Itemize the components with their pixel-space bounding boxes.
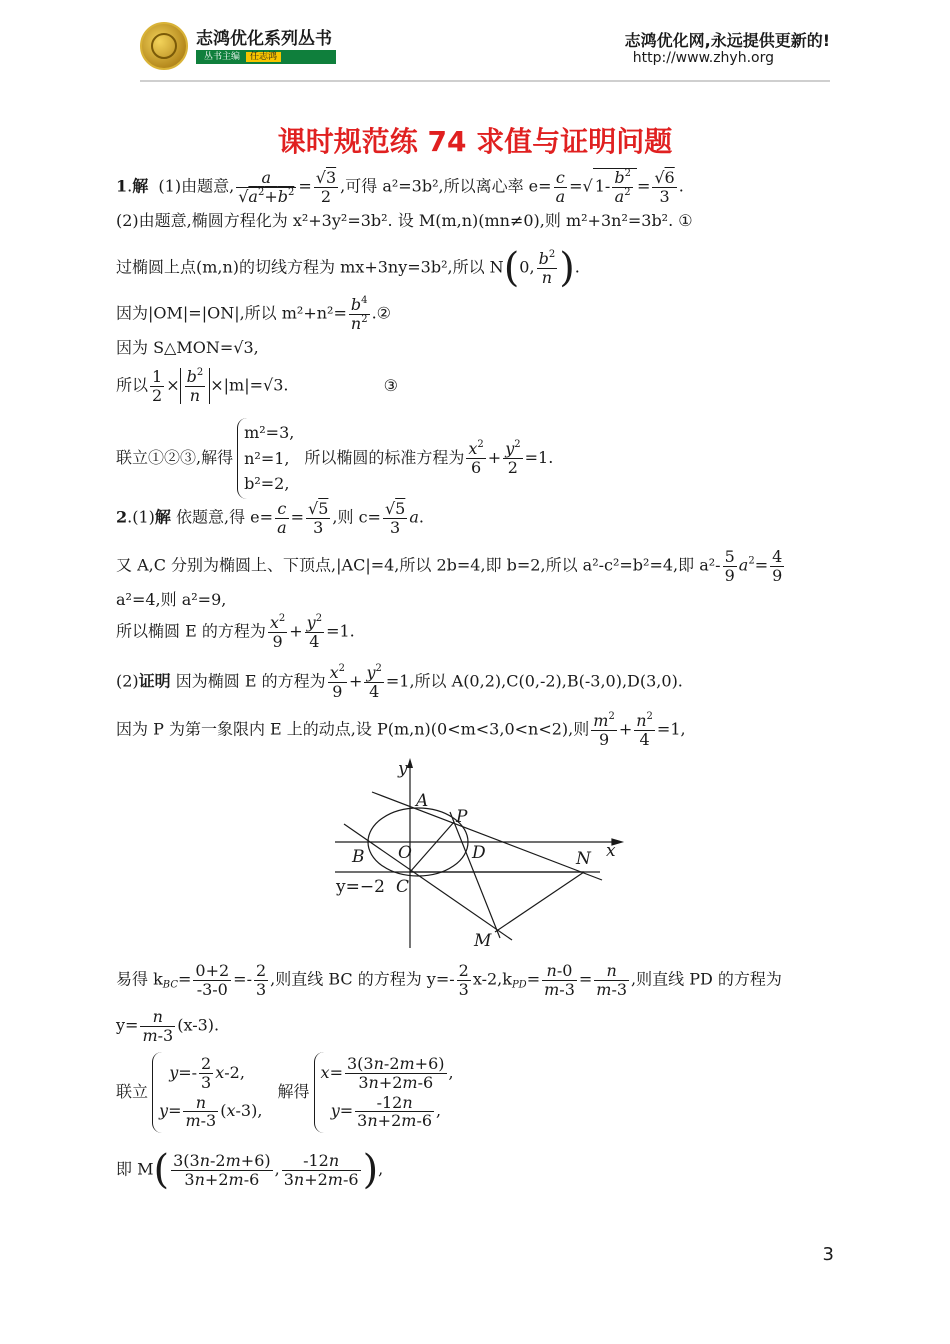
page-header [140, 18, 830, 78]
label-n: N [576, 849, 591, 869]
p2-line6: 因为 P 为第一象限内 E 上的动点,设 P(m,n)(0<m<3,0<n<2),则 $\frac{m^2}{9}$ + $\frac{n^2}{4}$ =1, [116, 711, 686, 749]
slogan: 志鸿优化网,永远提供更新的! [624, 31, 830, 50]
page-number: 3 [822, 1244, 834, 1265]
p2-line8: y= $\frac{n}{m-3}$ (x-3). [116, 1007, 220, 1045]
label-y: y [398, 759, 408, 779]
label-m: M [474, 931, 492, 951]
p1-line2: (2)由题意,椭圆方程化为 x²+3y²=3b². 设 M(m,n)(mn≠0),则 m²+3n²=3b². ① [116, 211, 693, 230]
line-mn [495, 872, 584, 932]
label-o: O [398, 843, 412, 863]
p1-line1: 1.解 (1)由题意, $\frac{a}{√a^2+b^2}$ = $\frac{√3}{2}$ ,可得 a²=3b²,所以离心率 e= $\frac{c}{a}$ =√ 1- $\frac{b^2}{a^2}$ = $\frac{√6}{3}$ . [116, 168, 684, 206]
label-line: y=−2 [336, 877, 385, 897]
p2-line7: 易得 $k_{BC}=$ $\frac{0+2}{-3-0}$ =- $\frac{2}{3}$ ,则直线 BC 的方程为 y=- $\frac{2}{3}$ $x-2,k_{PD}=$ $\frac{n-0}{m-3}$ = $\frac{n}{m-3}$ ,则直线 PD 的方程为 [116, 961, 782, 999]
editor-strip: 丛书主编 任志鸿 [196, 50, 336, 64]
label-x: x [606, 841, 616, 861]
label-p: P [456, 807, 468, 827]
p2-line1: 2.(1)解 依题意,得 e= $\frac{c}{a}$ = $\frac{√5}{3}$ ,则 c= $\frac{√5}{3}$ a. [116, 499, 424, 537]
line-op [410, 822, 454, 872]
label-c: C [396, 877, 410, 897]
system-2: y=- $\frac{2}{3}$ x-2, y= $\frac{n}{m-3}$ (x-3), [152, 1052, 268, 1133]
p2-line3: a²=4,则 a²=9, [116, 590, 227, 609]
site-url[interactable]: http://www.zhyh.org [632, 50, 774, 66]
p2-line10: 即 M( $\frac{3(3n-2m+6)}{3n+2m-6}$ , $\frac{-12n}{3n+2m-6}$ ), [116, 1147, 384, 1193]
ellipse-figure [330, 752, 630, 952]
p1-line4: 因为|OM|=|ON|,所以 m²+n²= $\frac{b^4}{n^2}$ .② [116, 295, 392, 333]
p2-line2: 又 A,C 分别为椭圆上、下顶点,|AC|=4,所以 2b=4,即 b=2,所以 a²-c²=b²=4,即 a²- $\frac{5}{9}$ $a^2=$ $\frac{4}{9}$ [116, 547, 783, 585]
label-a: A [416, 791, 429, 811]
page-title: 课时规范练 74 求值与证明问题 [277, 125, 673, 158]
header-divider [140, 80, 830, 82]
p1-line6: 所以 $\frac{1}{2}$ × $\frac{b^2}{n}$ ×|m|=√3. ③ [116, 367, 398, 405]
brand-name: 志鸿优化系列丛书 [196, 29, 332, 49]
logo-icon [140, 22, 188, 70]
p2-line9: 联立 y=- $\frac{2}{3}$ x-2, y= $\frac{n}{m-3}$ (x-3), 解得x= $\frac{3(3n-2m+6)}{3n+2m-6}$ , y= $\frac{-12n}{3n+2m-6}$ , [116, 1052, 464, 1133]
label-b: B [352, 847, 365, 867]
p2-line4: 所以椭圆 E 的方程为 $\frac{x^2}{9}$ + $\frac{y^2}{4}$ =1. [116, 613, 355, 651]
p1-line3: 过椭圆上点(m,n)的切线方程为 mx+3ny=3b²,所以 N(0, $\frac{b^2}{n}$ ). [116, 245, 580, 291]
system-1: m²=3, n²=1, b²=2, [237, 418, 300, 499]
p2-line5: (2)证明 因为椭圆 E 的方程为 $\frac{x^2}{9}$ + $\frac{y^2}{4}$ =1,所以 A(0,2),C(0,-2),B(-3,0),D(3,0). [116, 663, 683, 701]
p1-line5: 因为 S△MON=√3, [116, 338, 259, 357]
label-d: D [472, 843, 486, 863]
p1-line7: 联立①②③,解得m²=3, n²=1, b²=2,所以椭圆的标准方程为 $\frac{x^2}{6}$ + $\frac{y^2}{2}$ =1. [116, 418, 553, 499]
system-3: x= $\frac{3(3n-2m+6)}{3n+2m-6}$ , y= $\frac{-12n}{3n+2m-6}$ , [314, 1052, 460, 1133]
